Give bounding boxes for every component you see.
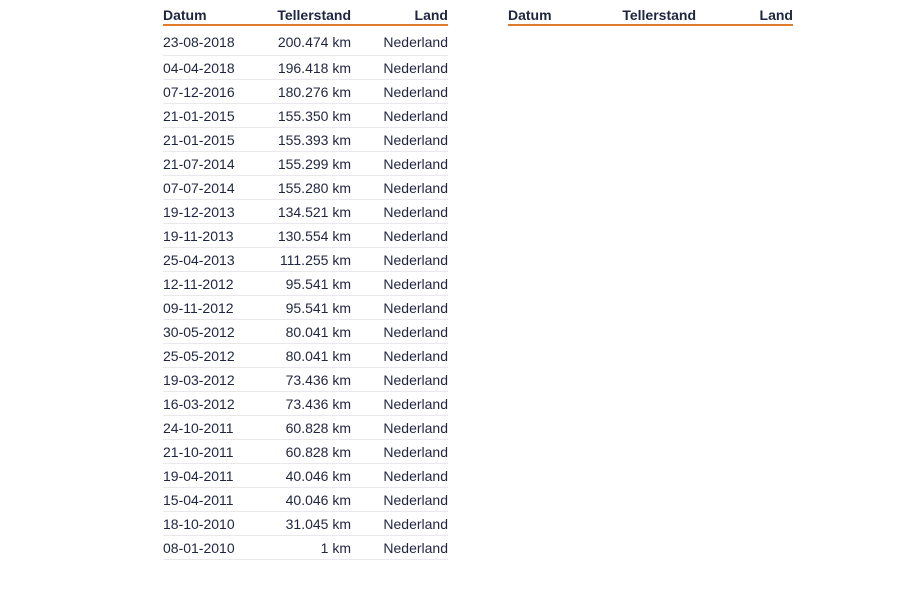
cell-country: Nederland — [351, 488, 448, 512]
table-row — [163, 128, 448, 152]
table-header — [508, 6, 793, 25]
table-header — [163, 6, 448, 25]
table-row — [163, 200, 448, 224]
cell-country: Nederland — [351, 512, 448, 536]
cell-odometer: 80.041 km — [268, 344, 351, 368]
cell-country: Nederland — [351, 224, 448, 248]
cell-odometer: 200.474 km — [268, 25, 351, 56]
cell-country: Nederland — [351, 56, 448, 80]
cell-date: 19-11-2013 — [163, 224, 268, 248]
table-row — [163, 344, 448, 368]
cell-date: 16-03-2012 — [163, 392, 268, 416]
table-row — [163, 25, 448, 56]
header-row — [508, 6, 793, 25]
table-row — [163, 56, 448, 80]
cell-odometer: 95.541 km — [268, 296, 351, 320]
cell-country: Nederland — [351, 416, 448, 440]
table-row — [163, 320, 448, 344]
cell-country: Nederland — [351, 464, 448, 488]
cell-country: Nederland — [351, 152, 448, 176]
header-odometer: Tellerstand — [613, 6, 696, 25]
cell-country: Nederland — [351, 80, 448, 104]
cell-date: 18-10-2010 — [163, 512, 268, 536]
cell-odometer: 155.393 km — [268, 128, 351, 152]
cell-date: 19-12-2013 — [163, 200, 268, 224]
cell-odometer: 40.046 km — [268, 488, 351, 512]
cell-country: Nederland — [351, 272, 448, 296]
table-row — [163, 488, 448, 512]
cell-country: Nederland — [351, 25, 448, 56]
cell-country: Nederland — [351, 392, 448, 416]
cell-date: 08-01-2010 — [163, 536, 268, 560]
cell-odometer: 155.280 km — [268, 176, 351, 200]
cell-date: 04-04-2018 — [163, 56, 268, 80]
cell-odometer: 95.541 km — [268, 272, 351, 296]
header-country: Land — [351, 6, 448, 25]
cell-date: 25-04-2013 — [163, 248, 268, 272]
cell-country: Nederland — [351, 128, 448, 152]
cell-odometer: 155.299 km — [268, 152, 351, 176]
cell-odometer: 130.554 km — [268, 224, 351, 248]
cell-date: 25-05-2012 — [163, 344, 268, 368]
table-row — [163, 104, 448, 128]
table-row — [163, 248, 448, 272]
cell-date: 07-12-2016 — [163, 80, 268, 104]
cell-date: 21-01-2015 — [163, 128, 268, 152]
table-row — [163, 80, 448, 104]
table-row — [163, 296, 448, 320]
cell-odometer: 196.418 km — [268, 56, 351, 80]
cell-odometer: 40.046 km — [268, 464, 351, 488]
cell-date: 19-03-2012 — [163, 368, 268, 392]
table-row — [163, 152, 448, 176]
cell-odometer: 134.521 km — [268, 200, 351, 224]
cell-date: 09-11-2012 — [163, 296, 268, 320]
cell-odometer: 60.828 km — [268, 440, 351, 464]
cell-country: Nederland — [351, 536, 448, 560]
cell-date: 12-11-2012 — [163, 272, 268, 296]
table-row — [163, 512, 448, 536]
cell-odometer: 111.255 km — [268, 248, 351, 272]
header-row — [163, 6, 448, 25]
table-row — [163, 272, 448, 296]
cell-date: 23-08-2018 — [163, 25, 268, 56]
cell-date: 21-10-2011 — [163, 440, 268, 464]
cell-odometer: 73.436 km — [268, 368, 351, 392]
cell-country: Nederland — [351, 104, 448, 128]
cell-odometer: 80.041 km — [268, 320, 351, 344]
header-date: Datum — [163, 6, 268, 25]
table-row — [163, 416, 448, 440]
table-row — [163, 536, 448, 560]
mileage-history-table — [163, 6, 448, 560]
cell-odometer: 1 km — [268, 536, 351, 560]
table-body — [163, 25, 448, 560]
mileage-history-table-empty — [508, 6, 793, 26]
table-row — [163, 224, 448, 248]
cell-date: 30-05-2012 — [163, 320, 268, 344]
cell-country: Nederland — [351, 344, 448, 368]
header-country: Land — [696, 6, 793, 25]
cell-country: Nederland — [351, 368, 448, 392]
cell-odometer: 31.045 km — [268, 512, 351, 536]
cell-country: Nederland — [351, 248, 448, 272]
cell-country: Nederland — [351, 296, 448, 320]
cell-country: Nederland — [351, 320, 448, 344]
table-row — [163, 392, 448, 416]
cell-odometer: 73.436 km — [268, 392, 351, 416]
cell-country: Nederland — [351, 176, 448, 200]
table-row — [163, 176, 448, 200]
table-row — [163, 440, 448, 464]
header-date: Datum — [508, 6, 613, 25]
cell-odometer: 180.276 km — [268, 80, 351, 104]
cell-odometer: 155.350 km — [268, 104, 351, 128]
cell-country: Nederland — [351, 440, 448, 464]
table-row — [163, 464, 448, 488]
cell-date: 21-07-2014 — [163, 152, 268, 176]
cell-date: 19-04-2011 — [163, 464, 268, 488]
cell-date: 07-07-2014 — [163, 176, 268, 200]
cell-date: 24-10-2011 — [163, 416, 268, 440]
header-odometer: Tellerstand — [268, 6, 351, 25]
cell-date: 21-01-2015 — [163, 104, 268, 128]
cell-date: 15-04-2011 — [163, 488, 268, 512]
cell-odometer: 60.828 km — [268, 416, 351, 440]
cell-country: Nederland — [351, 200, 448, 224]
table-row — [163, 368, 448, 392]
